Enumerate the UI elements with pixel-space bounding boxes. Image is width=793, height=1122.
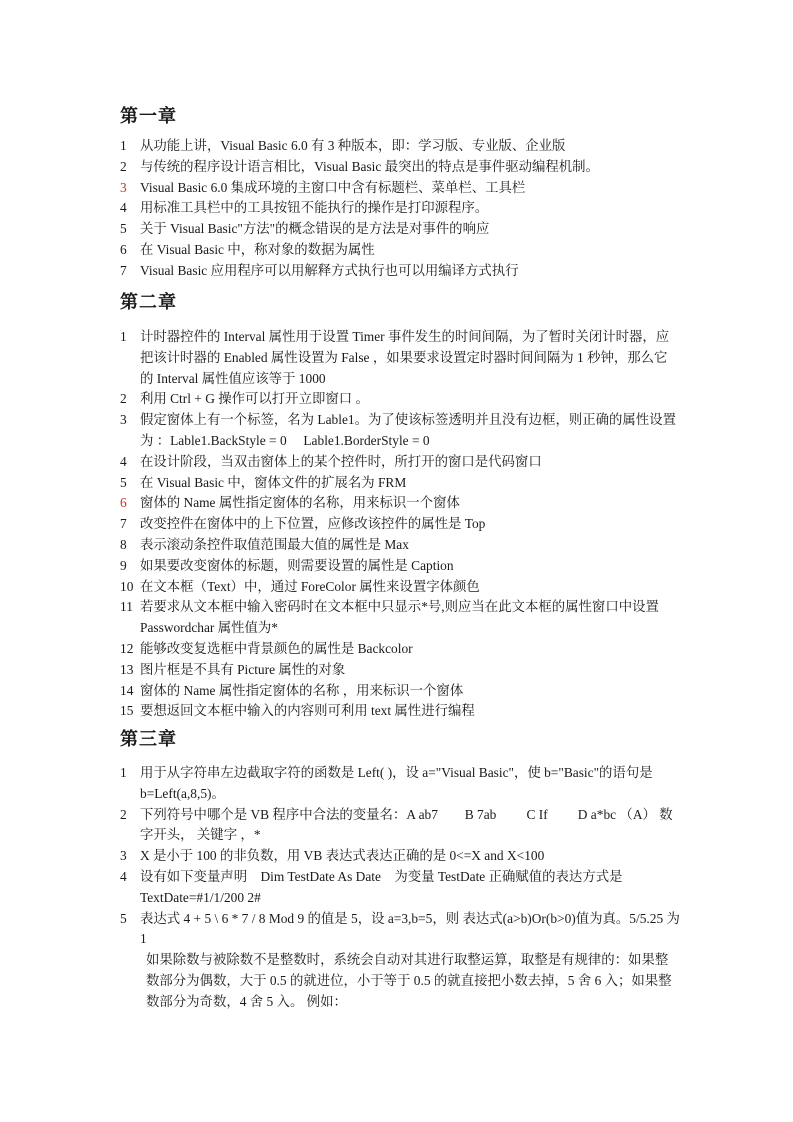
item-number: 7 [120,262,127,278]
list-item [120,514,680,535]
list-item [120,452,680,473]
list-item [120,327,680,389]
list-item [120,577,680,598]
list-item [120,136,680,157]
list-item [120,805,680,847]
list-item [120,219,680,240]
list-item [120,473,680,494]
item-text: 能够改变复选框中背景颜色的属性是 Backcolor [140,640,413,656]
list-item [120,157,680,178]
list-item [120,240,680,261]
item-number: 1 [120,765,127,780]
item-number: 1 [120,329,127,344]
item-text: Visual Basic 应用程序可以用解释方式执行也可以用编译方式执行 [140,262,519,278]
chapter-2-list [120,327,680,722]
item-number: 14 [120,682,134,698]
chapter-2-heading: 第二章 [120,292,177,313]
item-text: 用标准工具栏中的工具按钮不能执行的操作是打印源程序。 [140,200,489,216]
item-text: 如果要改变窗体的标题，则需要设置的属性是 Caption [140,557,454,573]
list-item [120,389,680,410]
item-text: 在设计阶段，当双击窗体上的某个控件时，所打开的窗口是代码窗口 [140,453,542,469]
item-text: 设有如下变量声明 Dim TestDate As Date 为变量 TestDate 正确赋值的表达方式是 TextDate=#1/1/200 2# [140,868,623,905]
item-text: 表示滚动条控件取值范围最大值的属性是 Max [140,536,409,552]
item-text: 若要求从文本框中输入密码时在文本框中只显示*号,则应当在此文本框的属性窗口中设置 Passwordchar 属性值为* [140,599,659,636]
list-item [120,763,680,805]
item-number: 4 [120,453,127,469]
item-text: 在 Visual Basic 中，称对象的数据为属性 [140,241,375,257]
list-item [120,846,680,867]
list-item [120,909,680,951]
list-item [120,198,680,219]
item-number: 11 [120,599,133,615]
item-text: 要想返回文本框中输入的内容则可利用 text 属性进行编程 [140,703,475,719]
item-number: 3 [120,179,127,195]
item-number: 5 [120,221,127,237]
item-number: 6 [120,241,127,257]
item-text: Visual Basic 6.0 集成环境的主窗口中含有标题栏、菜单栏、工具栏 [140,179,526,195]
item-text: 关于 Visual Basic"方法"的概念错误的是方法是对事件的响应 [140,221,490,237]
list-item [120,410,680,452]
item-text: 与传统的程序设计语言相比，Visual Basic 最突出的特点是事件驱动编程机制。 [140,158,599,174]
list-item [120,867,680,909]
item-text: 用于从字符串左边截取字符的函数是 Left( )，设 a="Visual Basic"，使 b="Basic"的语句是 b=Left(a,8,5)。 [140,765,653,801]
item-number: 2 [120,391,127,407]
item-number: 3 [120,412,127,428]
item-text: 在文本框（Text）中，通过 ForeColor 属性来设置字体颜色 [140,578,480,594]
item-number: 4 [120,200,127,216]
item-text: 改变控件在窗体中的上下位置，应修改该控件的属性是 Top [140,516,486,532]
list-item [120,535,680,556]
item-number: 6 [120,495,127,511]
item-number: 9 [120,557,127,573]
chapter-3-list [120,763,680,1013]
list-item [120,556,680,577]
item-number: 8 [120,536,127,552]
chapter-3-heading: 第三章 [120,729,177,750]
list-item [120,261,680,282]
list-item [120,178,680,199]
item-number: 5 [120,474,127,490]
item-number: 1 [120,138,127,153]
list-item [120,597,680,639]
item-number: 2 [120,806,127,822]
item-text: X 是小于 100 的非负数，用 VB 表达式表达正确的是 0<=X and X<100 [140,848,545,864]
explanation-paragraph: 如果除数与被除数不是整数时，系统会自动对其进行取整运算，取整是有规律的：如果整数部分为偶数，大于 0.5 的就进位，小于等于 0.5 的就直接把小数去掉，5 舍 6 入；如果整数部分为奇数，4 舍 5 入。 例如： [146,952,672,1009]
item-number: 12 [120,640,134,656]
list-item [120,639,680,660]
item-number: 7 [120,516,127,532]
item-text: 计时器控件的 Interval 属性用于设置 Timer 事件发生的时间间隔，为了暂时关闭计时器，应把该计时器的 Enabled 属性设置为 False ，如果要求设置定时器时间间隔为 1 秒钟，那么它的 Interval 属性值应该等于 1000 [140,329,670,386]
chapter-1-heading: 第一章 [120,106,177,127]
item-text: 图片框是不具有 Picture 属性的对象 [140,661,346,677]
list-item [120,493,680,514]
list-item [120,681,680,702]
item-text: 窗体的 Name 属性指定窗体的名称 ，用来标识一个窗体 [140,682,464,698]
list-item [120,701,680,722]
item-number: 5 [120,910,127,926]
item-number: 3 [120,848,127,864]
chapter-1-list [120,136,680,282]
item-number: 13 [120,661,134,677]
item-text: 利用 Ctrl + G 操作可以打开立即窗口 。 [140,391,369,407]
item-text: 下列符号中哪个是 VB 程序中合法的变量名：A ab7 B 7ab C If D a*bc （A） 数字开头， 关键字 ，* [140,806,673,843]
list-item [120,660,680,681]
item-text: 表达式 4 + 5 \ 6 * 7 / 8 Mod 9 的值是 5，设 a=3,b=5，则 表达式(a>b)Or(b>0)值为真。5/5.25 为 1 [140,910,680,947]
item-text: 从功能上讲，Visual Basic 6.0 有 3 种版本，即：学习版、专业版、企业版 [140,138,566,153]
item-text: 在 Visual Basic 中，窗体文件的扩展名为 FRM [140,474,407,490]
item-number: 4 [120,868,127,884]
item-number: 10 [120,578,134,594]
item-number: 2 [120,158,127,174]
item-text: 假定窗体上有一个标签，名为 Lable1。为了使该标签透明并且没有边框，则正确的属性设置为 ：Lable1.BackStyle = 0 Lable1.BorderStyle = 0 [140,412,676,448]
item-number: 15 [120,703,134,719]
item-text: 窗体的 Name 属性指定窗体的名称，用来标识一个窗体 [140,495,460,511]
